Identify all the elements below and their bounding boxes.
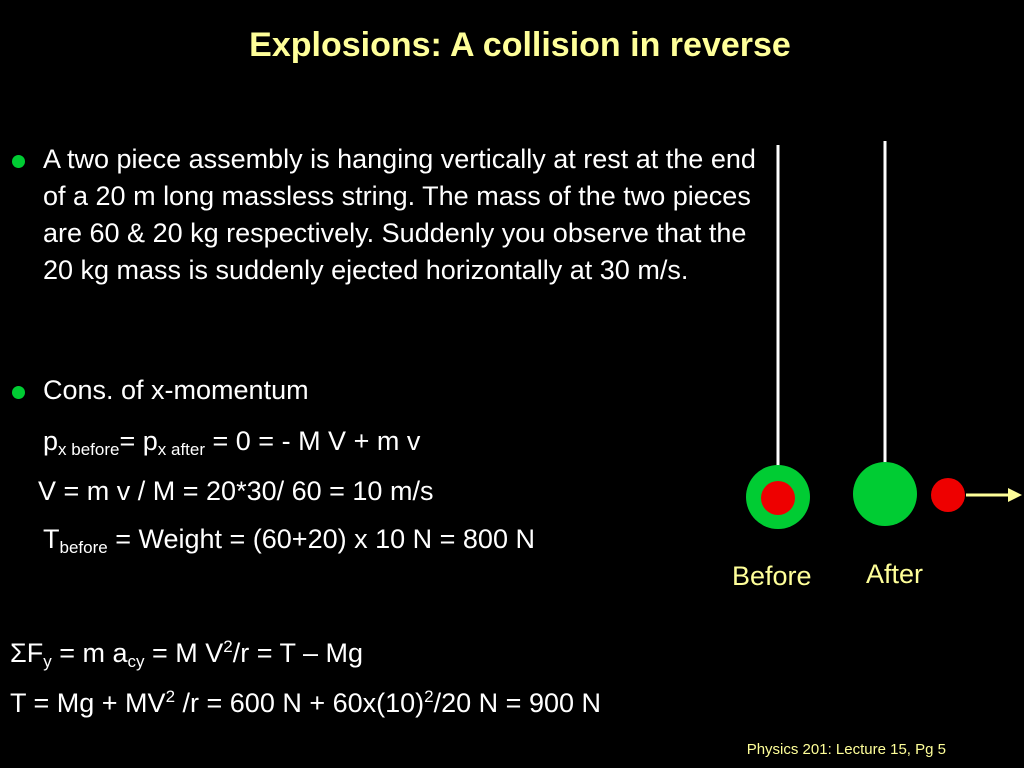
tension-after-equation: $T = Mg + MV^2$ /r = 600 $N + 60x(10)^2/20$ N = 900 N (10, 687, 601, 718)
before-small-mass (761, 481, 795, 515)
bullet-text-momentum: Cons. of x-momentum (43, 375, 309, 405)
bullet-text-problem: A two piece assembly is hanging vertically at rest at the end of a 20 m long massless string. The mass of the two pieces are 60 & 20 kg respectively. Suddenly you observe that the 20 kg mass is suddenly ejected horizontally at 30 m/s. (43, 144, 756, 285)
after-large-mass (853, 462, 917, 526)
force-sum-equation: $\Sigma F_y = m$ $a_{cy} = M$ $V^2/r = T - Mg$ (10, 637, 364, 671)
after-small-mass (931, 478, 965, 512)
before-label: Before (732, 561, 812, 591)
slide-title: Explosions: A collision in reverse (249, 26, 791, 64)
velocity-equation: V = m v / M = 20*30/ 60 = 10 m/s (38, 476, 434, 506)
tension-before-equation: $T_{before}$ = Weight = (60+20) x 10 N = 800 N (43, 524, 535, 557)
slide-footer: Physics 201: Lecture 15, Pg 5 (746, 741, 946, 758)
arrow-head-icon (1008, 488, 1022, 502)
after-label: After (866, 559, 924, 589)
momentum-equation: $p_{x before}= p_{x after} = 0$ = - M V + m v (43, 426, 421, 459)
